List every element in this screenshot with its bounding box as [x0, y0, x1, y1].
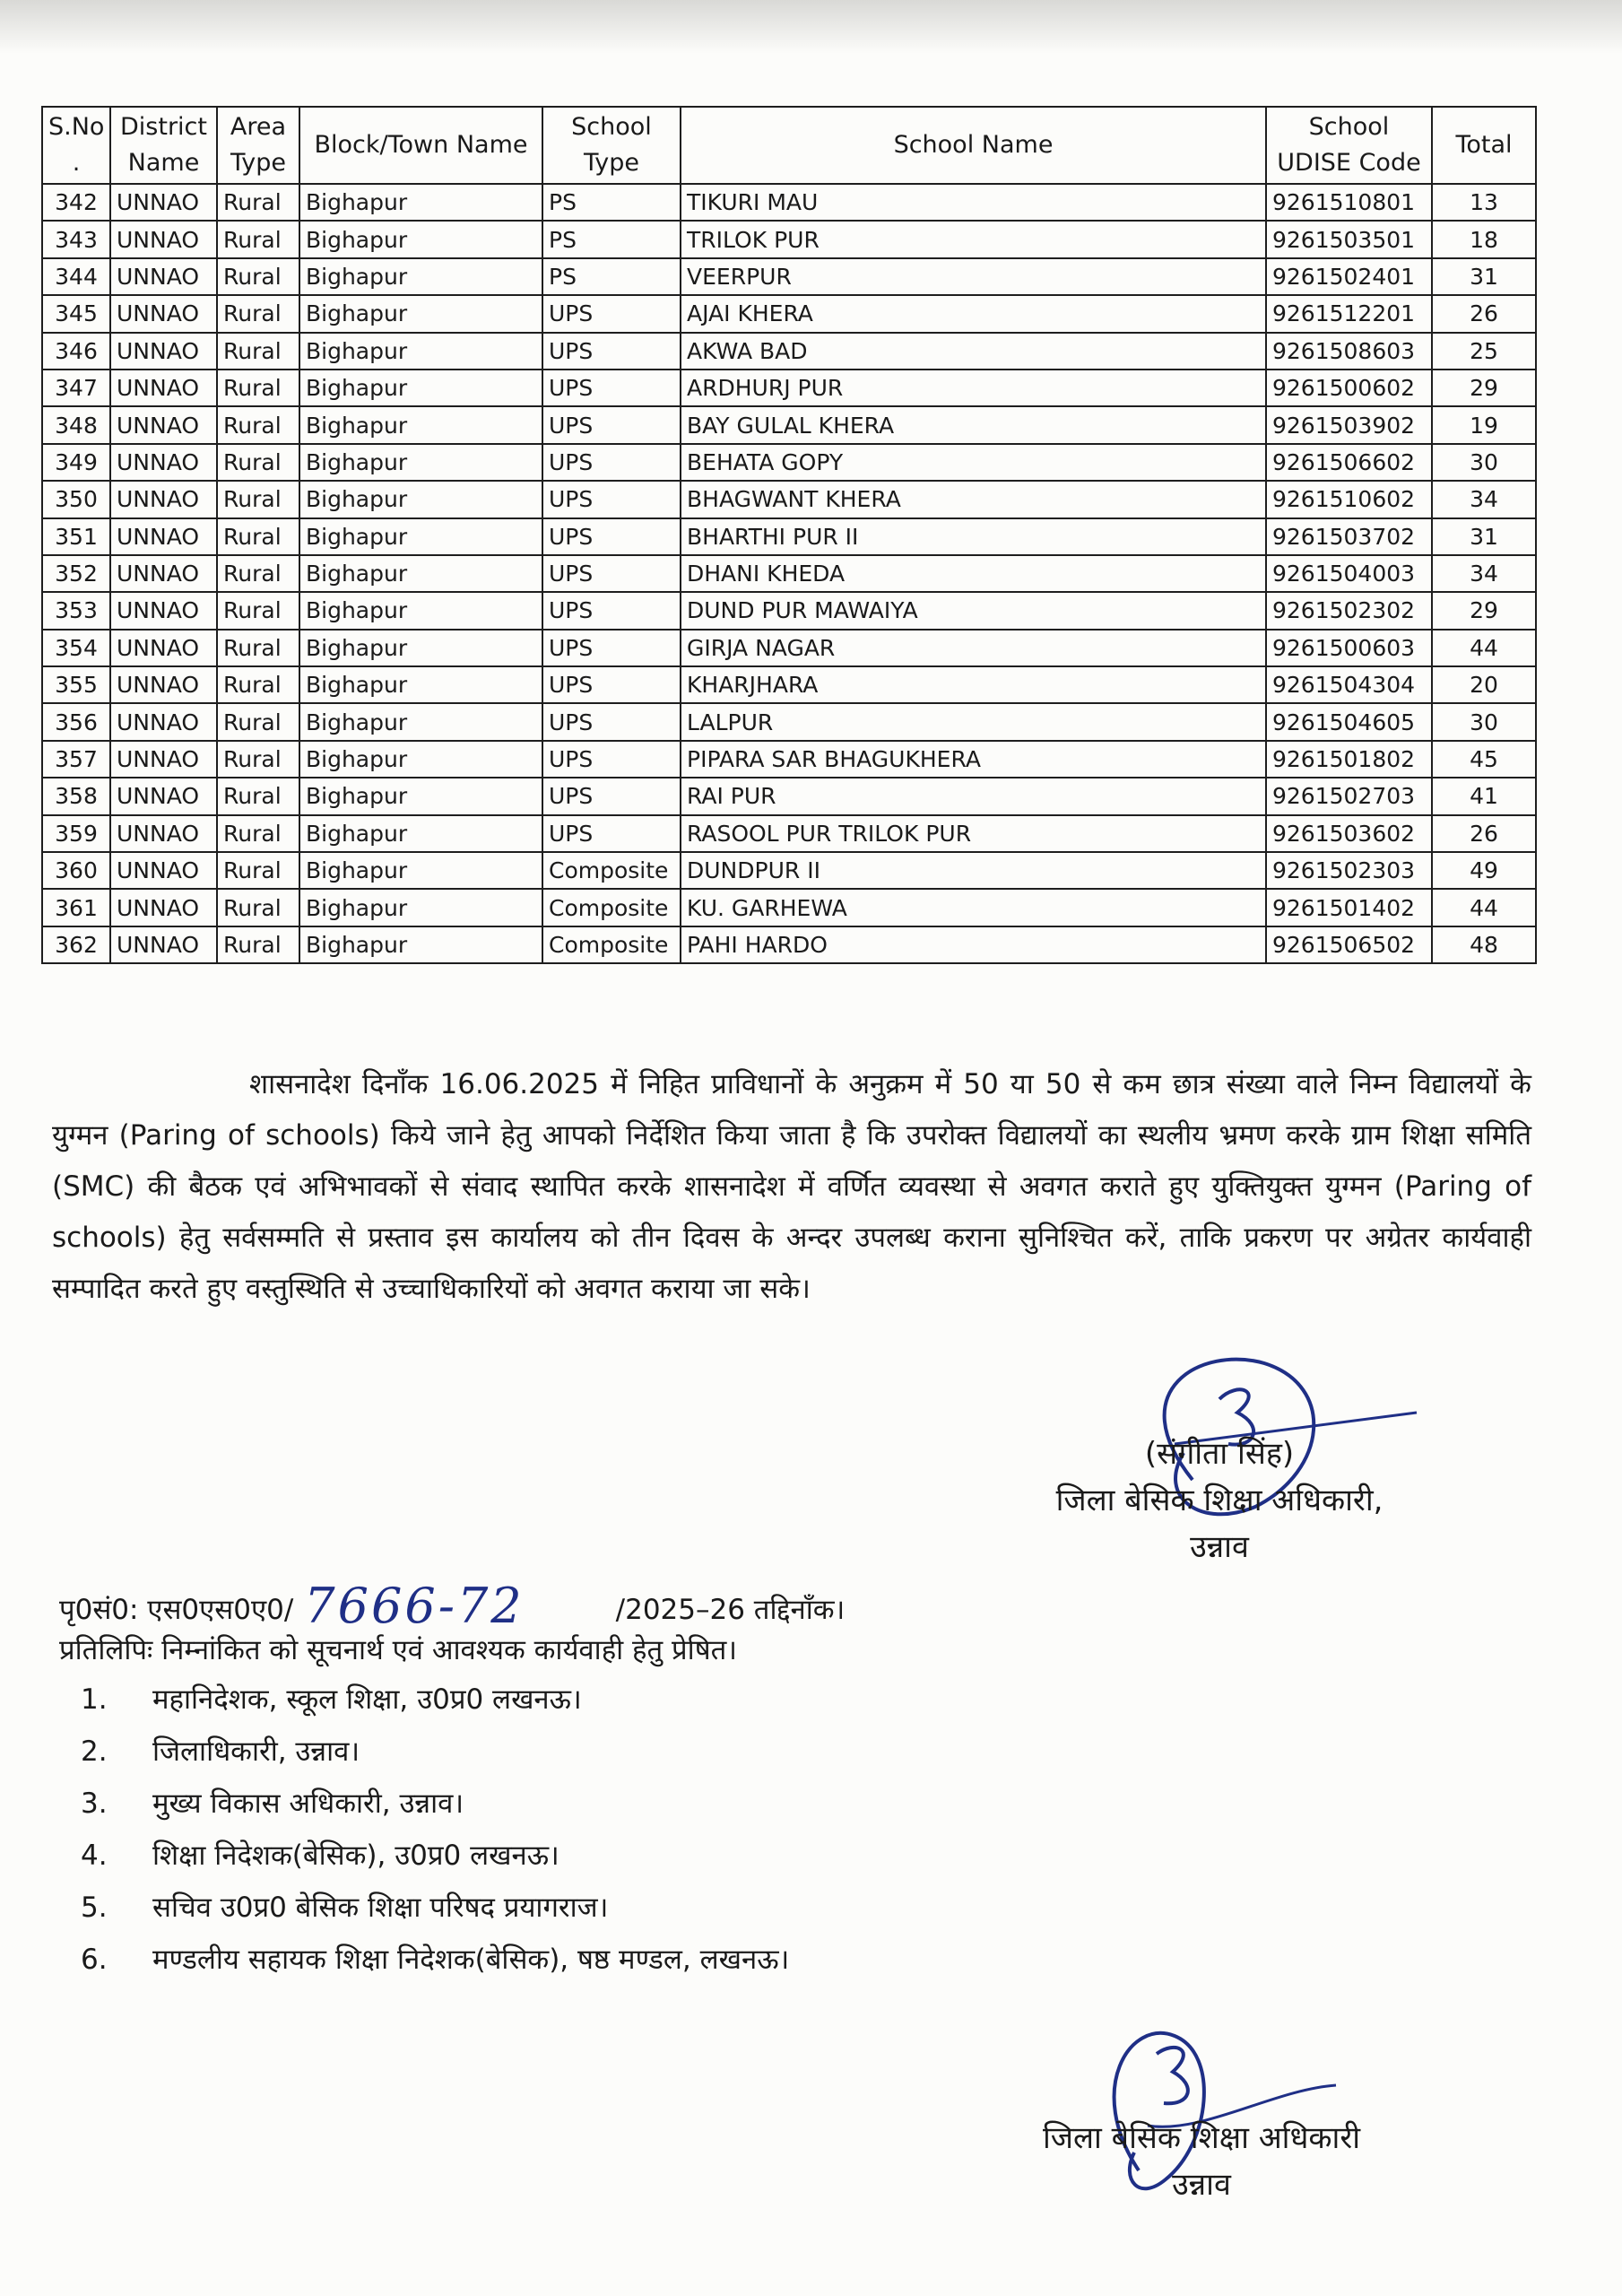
cell-school-type: UPS: [542, 741, 681, 778]
cell-school-type: UPS: [542, 333, 681, 370]
cell-district: UNNAO: [110, 184, 217, 221]
cell-school-type: UPS: [542, 295, 681, 332]
cell-school-name: AJAI KHERA: [681, 295, 1266, 332]
cell-udise: 9261504003: [1266, 555, 1432, 592]
cell-udise: 9261512201: [1266, 295, 1432, 332]
signature-block-1: [968, 1431, 1470, 1570]
cell-school-type: UPS: [542, 666, 681, 703]
cell-district: UNNAO: [110, 926, 217, 963]
copy-recipient-number: 2.: [81, 1735, 108, 1768]
table-row: [42, 815, 1536, 852]
cell-area-type: Rural: [217, 370, 299, 406]
cell-sno: 346: [42, 333, 110, 370]
cell-sno: 354: [42, 630, 110, 666]
copy-recipient-number: 6.: [81, 1944, 108, 1976]
cell-block: Bighapur: [299, 333, 542, 370]
schools-table: [41, 106, 1537, 964]
cell-sno: 355: [42, 666, 110, 703]
cell-school-type: UPS: [542, 481, 681, 517]
cell-block: Bighapur: [299, 592, 542, 629]
cell-block: Bighapur: [299, 703, 542, 740]
cell-sno: 351: [42, 518, 110, 555]
cell-total: 31: [1432, 258, 1536, 295]
copy-recipient-item: [59, 1674, 789, 1726]
table-row: [42, 555, 1536, 592]
cell-block: Bighapur: [299, 666, 542, 703]
cell-area-type: Rural: [217, 221, 299, 257]
copy-recipient-number: 3.: [81, 1787, 108, 1820]
cell-sno: 357: [42, 741, 110, 778]
cell-udise: 9261500602: [1266, 370, 1432, 406]
cell-udise: 9261510602: [1266, 481, 1432, 517]
cell-udise: 9261502302: [1266, 592, 1432, 629]
cell-school-name: DUNDPUR II: [681, 852, 1266, 889]
cell-school-name: PIPARA SAR BHAGUKHERA: [681, 741, 1266, 778]
reference-line: [59, 1574, 846, 1634]
cell-school-name: GIRJA NAGAR: [681, 630, 1266, 666]
copy-intro: प्रतिलिपिः निम्नांकित को सूचनार्थ एवं आवश्यक कार्यवाही हेतु प्रेषित।: [59, 1634, 738, 1666]
cell-total: 31: [1432, 518, 1536, 555]
table-row: [42, 444, 1536, 481]
cell-sno: 347: [42, 370, 110, 406]
table-row: [42, 666, 1536, 703]
cell-area-type: Rural: [217, 184, 299, 221]
cell-block: Bighapur: [299, 778, 542, 814]
cell-district: UNNAO: [110, 778, 217, 814]
cell-school-name: PAHI HARDO: [681, 926, 1266, 963]
cell-sno: 361: [42, 889, 110, 926]
cell-school-name: BAY GULAL KHERA: [681, 406, 1266, 443]
cell-total: 44: [1432, 630, 1536, 666]
cell-total: 30: [1432, 703, 1536, 740]
cell-school-type: UPS: [542, 630, 681, 666]
table-row: [42, 703, 1536, 740]
cell-sno: 359: [42, 815, 110, 852]
cell-school-name: BHAGWANT KHERA: [681, 481, 1266, 517]
cell-school-name: AKWA BAD: [681, 333, 1266, 370]
cell-sno: 358: [42, 778, 110, 814]
cell-block: Bighapur: [299, 258, 542, 295]
cell-total: 13: [1432, 184, 1536, 221]
cell-udise: 9261504605: [1266, 703, 1432, 740]
cell-district: UNNAO: [110, 295, 217, 332]
cell-udise: 9261503702: [1266, 518, 1432, 555]
cell-area-type: Rural: [217, 889, 299, 926]
cell-district: UNNAO: [110, 592, 217, 629]
cell-udise: 9261501802: [1266, 741, 1432, 778]
table-row: [42, 926, 1536, 963]
cell-district: UNNAO: [110, 630, 217, 666]
cell-area-type: Rural: [217, 926, 299, 963]
cell-udise: 9261502303: [1266, 852, 1432, 889]
cell-total: 19: [1432, 406, 1536, 443]
cell-school-type: UPS: [542, 592, 681, 629]
cell-district: UNNAO: [110, 333, 217, 370]
cell-block: Bighapur: [299, 518, 542, 555]
cell-district: UNNAO: [110, 481, 217, 517]
cell-school-type: PS: [542, 184, 681, 221]
reference-prefix: पृ0सं0: एस0एस0ए0/: [59, 1594, 294, 1626]
cell-area-type: Rural: [217, 333, 299, 370]
cell-area-type: Rural: [217, 778, 299, 814]
cell-total: 41: [1432, 778, 1536, 814]
cell-udise: 9261502401: [1266, 258, 1432, 295]
cell-sno: 352: [42, 555, 110, 592]
cell-area-type: Rural: [217, 555, 299, 592]
copy-recipient-text: शिक्षा निदेशक(बेसिक), उ0प्र0 लखनऊ।: [152, 1839, 559, 1872]
copy-recipient-item: [59, 1934, 789, 1986]
cell-area-type: Rural: [217, 258, 299, 295]
header-school-name: School Name: [681, 107, 1266, 184]
cell-school-type: PS: [542, 258, 681, 295]
cell-udise: 9261504304: [1266, 666, 1432, 703]
cell-block: Bighapur: [299, 221, 542, 257]
cell-total: 44: [1432, 889, 1536, 926]
cell-area-type: Rural: [217, 295, 299, 332]
table-row: [42, 333, 1536, 370]
cell-area-type: Rural: [217, 703, 299, 740]
cell-district: UNNAO: [110, 889, 217, 926]
cell-school-type: UPS: [542, 370, 681, 406]
cell-school-type: Composite: [542, 926, 681, 963]
cell-district: UNNAO: [110, 815, 217, 852]
cell-block: Bighapur: [299, 406, 542, 443]
table-row: [42, 406, 1536, 443]
cell-school-name: KU. GARHEWA: [681, 889, 1266, 926]
cell-udise: 9261501402: [1266, 889, 1432, 926]
table-row: [42, 221, 1536, 257]
cell-school-type: UPS: [542, 815, 681, 852]
cell-school-name: DHANI KHEDA: [681, 555, 1266, 592]
cell-block: Bighapur: [299, 555, 542, 592]
cell-district: UNNAO: [110, 444, 217, 481]
cell-area-type: Rural: [217, 741, 299, 778]
table-row: [42, 630, 1536, 666]
reference-number-handwritten: 7666-72: [304, 1578, 525, 1634]
copy-recipient-item: [59, 1830, 789, 1882]
copy-recipient-number: 4.: [81, 1839, 108, 1872]
cell-total: 26: [1432, 815, 1536, 852]
cell-area-type: Rural: [217, 666, 299, 703]
cell-school-type: UPS: [542, 778, 681, 814]
cell-total: 34: [1432, 481, 1536, 517]
cell-block: Bighapur: [299, 481, 542, 517]
cell-area-type: Rural: [217, 852, 299, 889]
copy-recipient-text: मुख्य विकास अधिकारी, उन्नाव।: [152, 1787, 464, 1820]
cell-block: Bighapur: [299, 444, 542, 481]
cell-sno: 360: [42, 852, 110, 889]
cell-area-type: Rural: [217, 481, 299, 517]
cell-area-type: Rural: [217, 444, 299, 481]
signatory-designation-2: जिला बेसिक शिक्षा अधिकारी: [1042, 2120, 1361, 2156]
cell-sno: 356: [42, 703, 110, 740]
cell-udise: 9261503602: [1266, 815, 1432, 852]
copy-recipient-text: मण्डलीय सहायक शिक्षा निदेशक(बेसिक), षष्ठ मण्डल, लखनऊ।: [152, 1944, 790, 1976]
cell-udise: 9261510801: [1266, 184, 1432, 221]
cell-block: Bighapur: [299, 889, 542, 926]
cell-udise: 9261506602: [1266, 444, 1432, 481]
cell-school-name: DUND PUR MAWAIYA: [681, 592, 1266, 629]
cell-sno: 350: [42, 481, 110, 517]
table-row: [42, 370, 1536, 406]
cell-district: UNNAO: [110, 406, 217, 443]
cell-school-name: TIKURI MAU: [681, 184, 1266, 221]
cell-district: UNNAO: [110, 741, 217, 778]
cell-school-type: UPS: [542, 444, 681, 481]
cell-district: UNNAO: [110, 221, 217, 257]
cell-block: Bighapur: [299, 741, 542, 778]
cell-total: 26: [1432, 295, 1536, 332]
cell-sno: 344: [42, 258, 110, 295]
cell-sno: 362: [42, 926, 110, 963]
signature-block-2: [986, 2115, 1417, 2208]
cell-district: UNNAO: [110, 666, 217, 703]
cell-school-type: Composite: [542, 852, 681, 889]
cell-school-name: ARDHURJ PUR: [681, 370, 1266, 406]
table-row: [42, 184, 1536, 221]
signatory-designation: जिला बेसिक शिक्षा अधिकारी,: [1055, 1483, 1383, 1518]
table-row: [42, 889, 1536, 926]
table-row: [42, 778, 1536, 814]
signatory-place-2: उन्नाव: [1172, 2167, 1231, 2203]
cell-school-type: UPS: [542, 555, 681, 592]
page-edge-shadow: [0, 0, 1622, 54]
cell-school-type: UPS: [542, 518, 681, 555]
cell-school-name: BHARTHI PUR II: [681, 518, 1266, 555]
cell-block: Bighapur: [299, 815, 542, 852]
cell-total: 20: [1432, 666, 1536, 703]
table-row: [42, 481, 1536, 517]
table-body: [42, 184, 1536, 963]
cell-district: UNNAO: [110, 852, 217, 889]
copy-recipient-text: महानिदेशक, स्कूल शिक्षा, उ0प्र0 लखनऊ।: [152, 1683, 582, 1716]
reference-suffix: /2025–26 तद्दिनाँक।: [615, 1594, 846, 1626]
cell-sno: 353: [42, 592, 110, 629]
cell-area-type: Rural: [217, 630, 299, 666]
header-area-type: Area Type: [217, 107, 299, 184]
cell-block: Bighapur: [299, 370, 542, 406]
copy-recipient-item: [59, 1726, 789, 1778]
header-udise: School UDISE Code: [1266, 107, 1432, 184]
cell-sno: 342: [42, 184, 110, 221]
table-row: [42, 258, 1536, 295]
instruction-paragraph: शासनादेश दिनाँक 16.06.2025 में निहित प्राविधानों के अनुक्रम में 50 या 50 से कम छात्र संख्या वाले निम्न विद्यालयों के युग्मन (Paring of schools) किये जाने हेतु आपको निर्देशित किया जाता है कि उपरोक्त विद्यालयों का स्थलीय भ्रमण करके ग्राम शिक्षा समिति (SMC) की बैठक एवं अभिभावकों से संवाद स्थापित करके शासनादेश में वर्णित व्यवस्था से अवगत कराते हुए युक्तियुक्त युग्मन (Paring of schools) हेतु सर्वसम्मति से प्रस्ताव इस कार्यालय को तीन दिवस के अन्दर उपलब्ध कराना सुनिश्चित करें, ताकि प्रकरण पर अग्रेतर कार्यवाही सम्पादित करते हुए वस्तुस्थिति से उच्चाधिकारियों को अवगत कराया जा सके।: [52, 1068, 1531, 1305]
copy-recipient-text: जिलाधिकारी, उन्नाव।: [152, 1735, 360, 1768]
cell-total: 18: [1432, 221, 1536, 257]
cell-school-name: LALPUR: [681, 703, 1266, 740]
cell-block: Bighapur: [299, 184, 542, 221]
cell-area-type: Rural: [217, 592, 299, 629]
cell-district: UNNAO: [110, 703, 217, 740]
copy-recipient-text: सचिव उ0प्र0 बेसिक शिक्षा परिषद प्रयागराज।: [152, 1892, 609, 1924]
cell-area-type: Rural: [217, 518, 299, 555]
cell-sno: 349: [42, 444, 110, 481]
cell-school-name: RAI PUR: [681, 778, 1266, 814]
table-row: [42, 518, 1536, 555]
signatory-name: (संगीता सिंह): [1144, 1436, 1295, 1472]
cell-block: Bighapur: [299, 630, 542, 666]
cell-udise: 9261508603: [1266, 333, 1432, 370]
table-row: [42, 592, 1536, 629]
copy-recipient-item: [59, 1882, 789, 1934]
header-sno: S.No .: [42, 107, 110, 184]
cell-district: UNNAO: [110, 518, 217, 555]
cell-area-type: Rural: [217, 406, 299, 443]
cell-total: 29: [1432, 592, 1536, 629]
cell-district: UNNAO: [110, 258, 217, 295]
cell-school-name: BEHATA GOPY: [681, 444, 1266, 481]
header-total: Total: [1432, 107, 1536, 184]
cell-school-type: PS: [542, 221, 681, 257]
table-row: [42, 852, 1536, 889]
cell-school-name: RASOOL PUR TRILOK PUR: [681, 815, 1266, 852]
copy-recipient-item: [59, 1778, 789, 1830]
cell-total: 49: [1432, 852, 1536, 889]
cell-area-type: Rural: [217, 815, 299, 852]
cell-district: UNNAO: [110, 555, 217, 592]
cell-school-type: UPS: [542, 406, 681, 443]
cell-udise: 9261502703: [1266, 778, 1432, 814]
cell-udise: 9261506502: [1266, 926, 1432, 963]
cell-total: 48: [1432, 926, 1536, 963]
cell-total: 30: [1432, 444, 1536, 481]
cell-block: Bighapur: [299, 852, 542, 889]
cell-block: Bighapur: [299, 295, 542, 332]
cell-total: 25: [1432, 333, 1536, 370]
cell-school-name: TRILOK PUR: [681, 221, 1266, 257]
cell-sno: 348: [42, 406, 110, 443]
cell-district: UNNAO: [110, 370, 217, 406]
header-block: Block/Town Name: [299, 107, 542, 184]
cell-school-type: UPS: [542, 703, 681, 740]
header-district: District Name: [110, 107, 217, 184]
cell-sno: 345: [42, 295, 110, 332]
copy-recipient-list: [59, 1674, 789, 1986]
header-school-type: School Type: [542, 107, 681, 184]
cell-total: 34: [1432, 555, 1536, 592]
cell-total: 45: [1432, 741, 1536, 778]
table-row: [42, 295, 1536, 332]
cell-sno: 343: [42, 221, 110, 257]
cell-school-name: KHARJHARA: [681, 666, 1266, 703]
cell-school-type: Composite: [542, 889, 681, 926]
cell-total: 29: [1432, 370, 1536, 406]
table-row: [42, 741, 1536, 778]
cell-udise: 9261503501: [1266, 221, 1432, 257]
schools-table-container: [41, 106, 1535, 964]
table-header-row: [42, 107, 1536, 184]
copy-recipient-number: 1.: [81, 1683, 108, 1716]
cell-block: Bighapur: [299, 926, 542, 963]
cell-school-name: VEERPUR: [681, 258, 1266, 295]
cell-udise: 9261500603: [1266, 630, 1432, 666]
signatory-place: उन्नाव: [1190, 1529, 1249, 1565]
copy-recipient-number: 5.: [81, 1892, 108, 1924]
cell-udise: 9261503902: [1266, 406, 1432, 443]
